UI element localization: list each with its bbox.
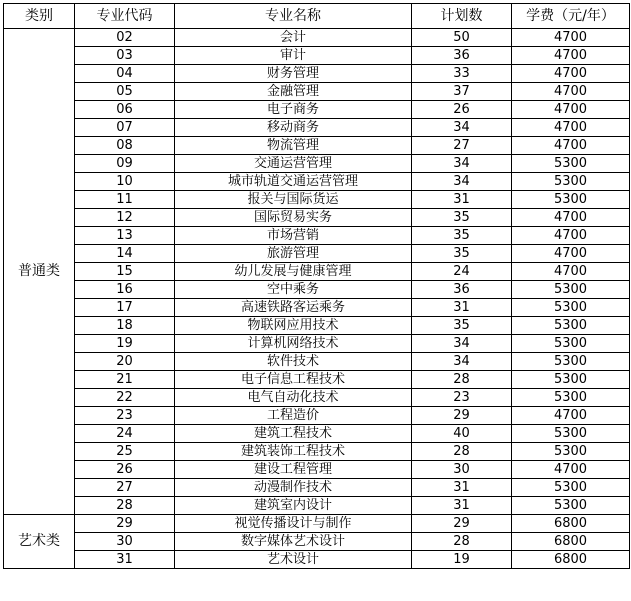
major-code-cell: 09 (75, 155, 175, 173)
table-row (4, 245, 630, 263)
table-row (4, 389, 630, 407)
plan-count-cell: 30 (412, 461, 512, 479)
plan-count-cell: 31 (412, 191, 512, 209)
major-code-cell: 12 (75, 209, 175, 227)
plan-count-cell: 35 (412, 317, 512, 335)
tuition-cell: 4700 (512, 137, 630, 155)
plan-count-cell: 34 (412, 173, 512, 191)
header-plan-count: 计划数 (412, 4, 512, 29)
major-code-cell: 16 (75, 281, 175, 299)
tuition-cell: 4700 (512, 29, 630, 47)
tuition-cell: 4700 (512, 47, 630, 65)
table-row (4, 443, 630, 461)
major-code-cell: 24 (75, 425, 175, 443)
major-name-cell: 工程造价 (175, 407, 412, 425)
major-name-cell: 计算机网络技术 (175, 335, 412, 353)
tuition-cell: 4700 (512, 263, 630, 281)
major-name-cell: 城市轨道交通运营管理 (175, 173, 412, 191)
major-code-cell: 02 (75, 29, 175, 47)
tuition-cell: 5300 (512, 497, 630, 515)
plan-count-cell: 29 (412, 515, 512, 533)
major-name-cell: 空中乘务 (175, 281, 412, 299)
major-name-cell: 旅游管理 (175, 245, 412, 263)
major-name-cell: 艺术设计 (175, 551, 412, 569)
major-name-cell: 电子商务 (175, 101, 412, 119)
header-category: 类别 (4, 4, 75, 29)
table-row (4, 173, 630, 191)
major-code-cell: 11 (75, 191, 175, 209)
plan-count-cell: 35 (412, 245, 512, 263)
major-name-cell: 交通运营管理 (175, 155, 412, 173)
tuition-cell: 4700 (512, 227, 630, 245)
major-code-cell: 18 (75, 317, 175, 335)
category-cell: 普通类 (4, 29, 75, 515)
tuition-cell: 5300 (512, 479, 630, 497)
plan-count-cell: 23 (412, 389, 512, 407)
plan-count-cell: 33 (412, 65, 512, 83)
major-code-cell: 15 (75, 263, 175, 281)
major-code-cell: 14 (75, 245, 175, 263)
plan-count-cell: 34 (412, 119, 512, 137)
major-code-cell: 06 (75, 101, 175, 119)
major-name-cell: 建筑室内设计 (175, 497, 412, 515)
major-name-cell: 动漫制作技术 (175, 479, 412, 497)
major-name-cell: 会计 (175, 29, 412, 47)
tuition-cell: 5300 (512, 443, 630, 461)
table-header-row (4, 4, 630, 29)
tuition-cell: 5300 (512, 191, 630, 209)
major-code-cell: 25 (75, 443, 175, 461)
tuition-cell: 5300 (512, 173, 630, 191)
plan-count-cell: 34 (412, 353, 512, 371)
plan-count-cell: 31 (412, 497, 512, 515)
tuition-cell: 6800 (512, 551, 630, 569)
major-code-cell: 13 (75, 227, 175, 245)
major-name-cell: 市场营销 (175, 227, 412, 245)
table-row (4, 281, 630, 299)
table-row (4, 335, 630, 353)
tuition-cell: 5300 (512, 425, 630, 443)
plan-count-cell: 27 (412, 137, 512, 155)
major-code-cell: 04 (75, 65, 175, 83)
major-code-cell: 23 (75, 407, 175, 425)
enrollment-plan-table (3, 3, 630, 569)
table-row (4, 407, 630, 425)
plan-count-cell: 28 (412, 371, 512, 389)
table-row (4, 497, 630, 515)
table-row (4, 101, 630, 119)
tuition-cell: 6800 (512, 533, 630, 551)
plan-count-cell: 37 (412, 83, 512, 101)
table-row (4, 137, 630, 155)
table-row (4, 155, 630, 173)
major-code-cell: 08 (75, 137, 175, 155)
table-row (4, 461, 630, 479)
major-name-cell: 建筑装饰工程技术 (175, 443, 412, 461)
table-row (4, 317, 630, 335)
tuition-cell: 4700 (512, 65, 630, 83)
table-row (4, 263, 630, 281)
major-name-cell: 电子信息工程技术 (175, 371, 412, 389)
major-code-cell: 10 (75, 173, 175, 191)
table-row (4, 353, 630, 371)
plan-count-cell: 24 (412, 263, 512, 281)
table-row (4, 425, 630, 443)
tuition-cell: 6800 (512, 515, 630, 533)
major-code-cell: 27 (75, 479, 175, 497)
plan-count-cell: 31 (412, 299, 512, 317)
major-name-cell: 建设工程管理 (175, 461, 412, 479)
plan-count-cell: 36 (412, 47, 512, 65)
major-code-cell: 26 (75, 461, 175, 479)
major-code-cell: 19 (75, 335, 175, 353)
major-code-cell: 20 (75, 353, 175, 371)
tuition-cell: 4700 (512, 83, 630, 101)
plan-count-cell: 26 (412, 101, 512, 119)
plan-count-cell: 28 (412, 443, 512, 461)
header-major-code: 专业代码 (75, 4, 175, 29)
table-row (4, 551, 630, 569)
table-row (4, 371, 630, 389)
tuition-cell: 4700 (512, 407, 630, 425)
tuition-cell: 5300 (512, 335, 630, 353)
major-name-cell: 软件技术 (175, 353, 412, 371)
table-row (4, 479, 630, 497)
tuition-cell: 5300 (512, 389, 630, 407)
major-name-cell: 数字媒体艺术设计 (175, 533, 412, 551)
table-row (4, 119, 630, 137)
major-name-cell: 报关与国际货运 (175, 191, 412, 209)
major-name-cell: 国际贸易实务 (175, 209, 412, 227)
major-name-cell: 电气自动化技术 (175, 389, 412, 407)
table-row (4, 227, 630, 245)
tuition-cell: 5300 (512, 353, 630, 371)
major-name-cell: 高速铁路客运乘务 (175, 299, 412, 317)
table-row (4, 533, 630, 551)
major-name-cell: 物联网应用技术 (175, 317, 412, 335)
tuition-cell: 4700 (512, 245, 630, 263)
plan-count-cell: 40 (412, 425, 512, 443)
major-name-cell: 移动商务 (175, 119, 412, 137)
tuition-cell: 5300 (512, 371, 630, 389)
major-code-cell: 28 (75, 497, 175, 515)
tuition-cell: 5300 (512, 155, 630, 173)
plan-count-cell: 34 (412, 335, 512, 353)
table-row (4, 65, 630, 83)
header-tuition: 学费（元/年） (512, 4, 630, 29)
table-row (4, 299, 630, 317)
table-row (4, 47, 630, 65)
major-name-cell: 幼儿发展与健康管理 (175, 263, 412, 281)
major-name-cell: 视觉传播设计与制作 (175, 515, 412, 533)
table-row (4, 209, 630, 227)
tuition-cell: 5300 (512, 317, 630, 335)
major-code-cell: 22 (75, 389, 175, 407)
header-major-name: 专业名称 (175, 4, 412, 29)
major-name-cell: 审计 (175, 47, 412, 65)
major-code-cell: 21 (75, 371, 175, 389)
major-name-cell: 财务管理 (175, 65, 412, 83)
plan-count-cell: 31 (412, 479, 512, 497)
major-code-cell: 17 (75, 299, 175, 317)
table-body (4, 29, 630, 569)
tuition-cell: 4700 (512, 101, 630, 119)
plan-count-cell: 28 (412, 533, 512, 551)
table-row (4, 29, 630, 47)
tuition-cell: 4700 (512, 461, 630, 479)
major-code-cell: 29 (75, 515, 175, 533)
plan-count-cell: 34 (412, 155, 512, 173)
major-code-cell: 05 (75, 83, 175, 101)
major-code-cell: 31 (75, 551, 175, 569)
table-row (4, 83, 630, 101)
major-code-cell: 03 (75, 47, 175, 65)
plan-count-cell: 35 (412, 209, 512, 227)
category-cell: 艺术类 (4, 515, 75, 569)
table-row (4, 191, 630, 209)
tuition-cell: 4700 (512, 119, 630, 137)
tuition-cell: 4700 (512, 209, 630, 227)
plan-count-cell: 36 (412, 281, 512, 299)
tuition-cell: 5300 (512, 299, 630, 317)
major-name-cell: 物流管理 (175, 137, 412, 155)
major-code-cell: 07 (75, 119, 175, 137)
major-name-cell: 建筑工程技术 (175, 425, 412, 443)
plan-count-cell: 50 (412, 29, 512, 47)
table-row (4, 515, 630, 533)
major-name-cell: 金融管理 (175, 83, 412, 101)
major-code-cell: 30 (75, 533, 175, 551)
plan-count-cell: 29 (412, 407, 512, 425)
plan-count-cell: 35 (412, 227, 512, 245)
tuition-cell: 5300 (512, 281, 630, 299)
plan-count-cell: 19 (412, 551, 512, 569)
